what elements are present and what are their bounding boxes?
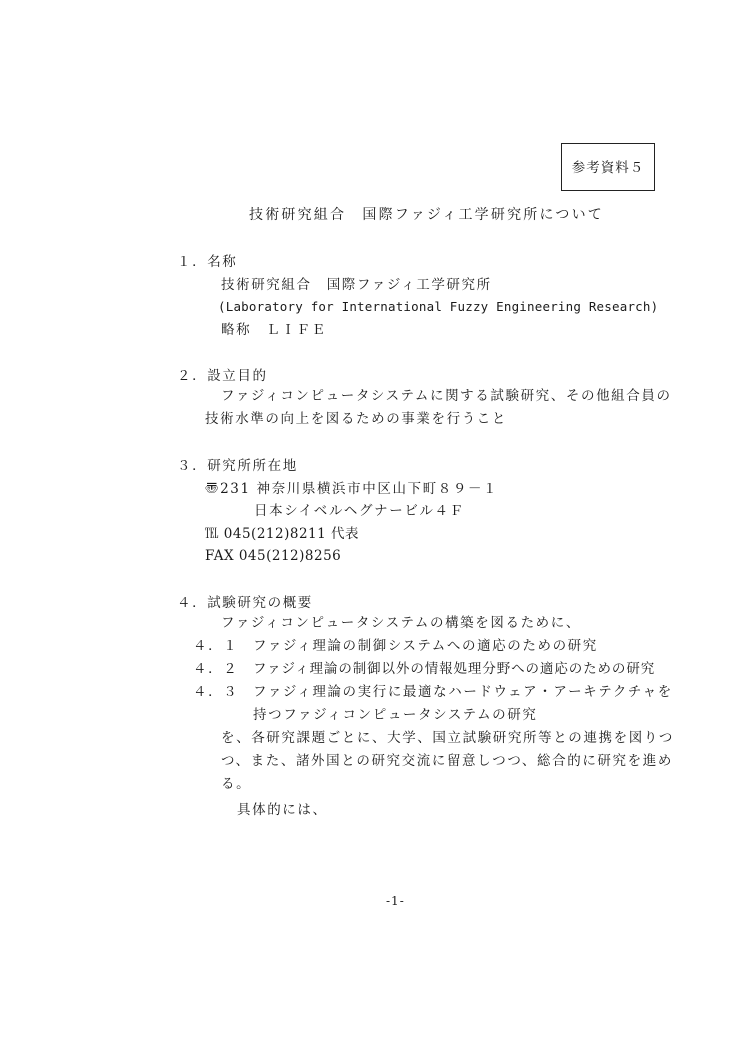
section-2-line-2: 技術水準の向上を図るための事業を行うこと (205, 411, 507, 427)
section-1-heading: １．名称 (177, 254, 238, 270)
section-4-3-text: ファジィ理論の実行に最適なハードウェア・アーキテクチャを (253, 684, 673, 700)
document-title: 技術研究組合 国際ファジィ工学研究所について (249, 207, 604, 223)
section-1-abbreviation: 略称 ＬＩＦＥ (221, 322, 327, 338)
section-4-2-text: ファジィ理論の制御以外の情報処理分野への適応のための研究 (253, 661, 656, 677)
section-1-name-jp: 技術研究組合 国際ファジィ工学研究所 (221, 277, 492, 293)
section-4-para-line-2: つ、また、諸外国との研究交流に留意しつつ、総合的に研究を進め (221, 753, 673, 769)
section-4-para-line-3: る。 (221, 776, 252, 792)
section-4-intro: ファジィコンピュータシステムの構築を図るために、 (221, 615, 581, 631)
page-number: -1- (386, 894, 405, 908)
section-2-line-1: ファジィコンピュータシステムに関する試験研究、その他組合員の (221, 388, 672, 404)
section-1-name-en: (Laboratory for International Fuzzy Engineering Research) (218, 299, 659, 314)
section-3-fax: FAX 045(212)8256 (205, 548, 342, 564)
section-4-3-text-cont: 持つファジィコンピュータシステムの研究 (253, 707, 538, 723)
section-3-tel: ℡ 045(212)8211 代表 (205, 526, 360, 542)
reference-label-box: 参考資料５ (561, 143, 655, 191)
section-4-para-line-1: を、各研究課題ごとに、大学、国立試験研究所等との連携を図りつ (221, 730, 674, 746)
section-4-1-number: ４．１ (193, 638, 239, 654)
section-4-1-text: ファジィ理論の制御システムへの適応のための研究 (253, 638, 598, 654)
section-4-heading: ４．試験研究の概要 (177, 595, 313, 611)
section-3-building: 日本シイベルヘグナービル４Ｆ (254, 503, 465, 519)
section-3-heading: ３．研究所所在地 (177, 458, 298, 474)
section-3-address: 〠231 神奈川県横浜市中区山下町８９－１ (205, 481, 499, 497)
section-4-para-line-4: 具体的には、 (237, 802, 328, 818)
section-4-2-number: ４．２ (193, 661, 239, 677)
section-2-heading: ２．設立目的 (177, 368, 268, 384)
section-4-3-number: ４．３ (193, 684, 239, 700)
